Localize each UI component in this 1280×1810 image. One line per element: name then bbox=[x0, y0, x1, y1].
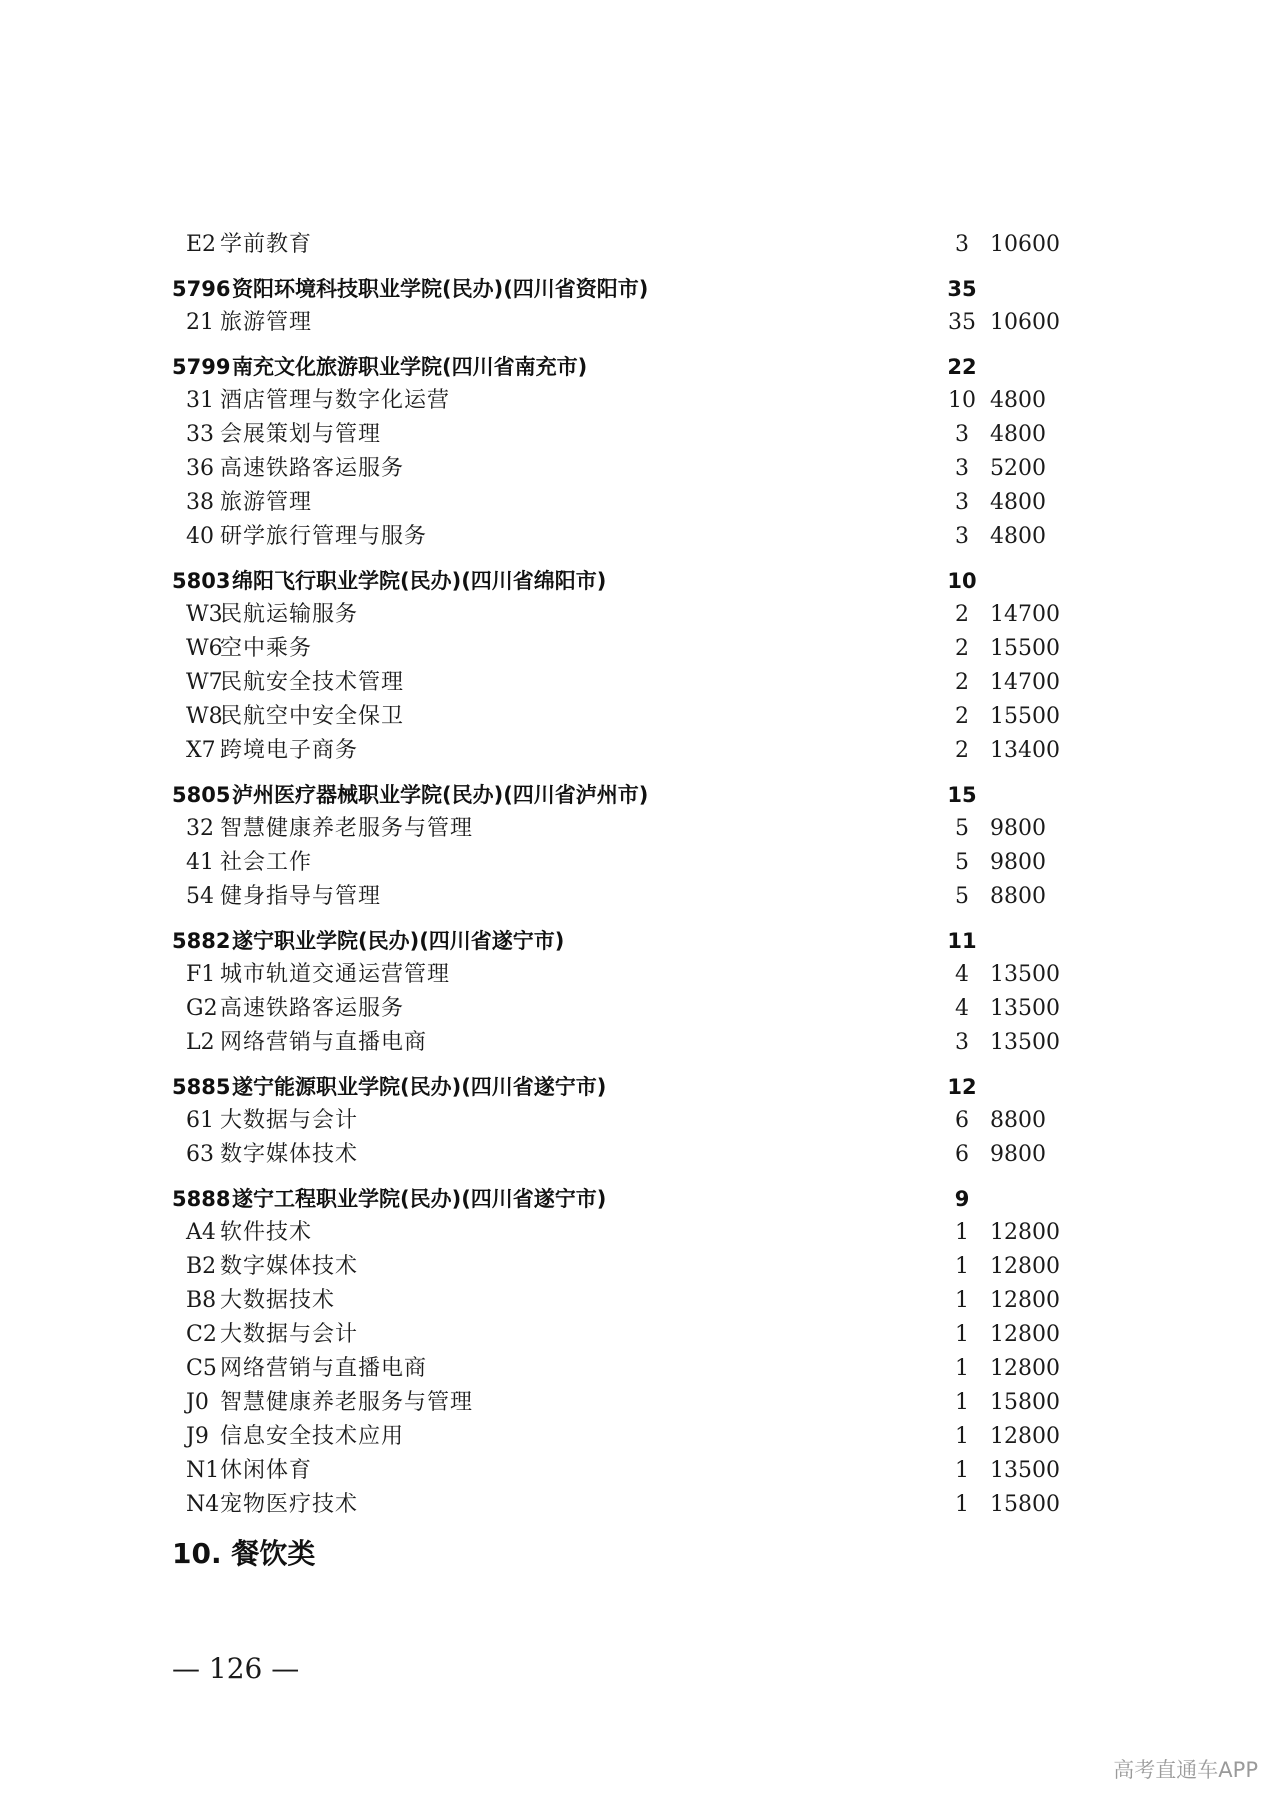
program-count: 5 bbox=[955, 850, 969, 875]
program-count: 6 bbox=[955, 1108, 969, 1133]
program-count: 1 bbox=[955, 1356, 969, 1381]
program-name: 智慧健康养老服务与管理 bbox=[220, 816, 474, 841]
program-row bbox=[172, 598, 1072, 632]
school-total: 35 bbox=[947, 277, 977, 301]
program-row bbox=[172, 734, 1072, 768]
program-count: 1 bbox=[955, 1424, 969, 1449]
program-row bbox=[172, 418, 1072, 452]
program-count: 1 bbox=[955, 1288, 969, 1313]
program-code: G2 bbox=[186, 996, 218, 1021]
school-total: 15 bbox=[947, 783, 977, 807]
program-name: 数字媒体技术 bbox=[220, 1254, 359, 1279]
school-code: 5803 bbox=[172, 569, 231, 593]
program-count: 2 bbox=[955, 636, 969, 661]
program-code: 33 bbox=[186, 422, 214, 447]
program-code: 31 bbox=[186, 388, 214, 413]
program-count: 5 bbox=[955, 816, 969, 841]
section-heading: 10. 餐饮类 bbox=[172, 1537, 316, 1570]
program-row bbox=[172, 1386, 1072, 1420]
program-code: F1 bbox=[186, 962, 216, 987]
program-code: J9 bbox=[186, 1424, 209, 1449]
program-code: 21 bbox=[186, 310, 214, 335]
school-code: 5799 bbox=[172, 355, 231, 379]
school-name: 遂宁职业学院(民办)(四川省遂宁市) bbox=[232, 929, 565, 953]
program-fee: 4800 bbox=[990, 524, 1046, 549]
program-name: 城市轨道交通运营管理 bbox=[220, 962, 451, 987]
school-total: 22 bbox=[947, 355, 977, 379]
program-name: 信息安全技术应用 bbox=[220, 1424, 405, 1449]
program-fee: 15500 bbox=[990, 636, 1060, 661]
program-count: 3 bbox=[955, 524, 969, 549]
program-fee: 9800 bbox=[990, 850, 1046, 875]
program-fee: 12800 bbox=[990, 1254, 1060, 1279]
program-row bbox=[172, 1318, 1072, 1352]
program-name: 软件技术 bbox=[220, 1220, 313, 1245]
school-total: 11 bbox=[947, 929, 977, 953]
program-code: J0 bbox=[186, 1390, 209, 1415]
school-block bbox=[172, 228, 1072, 262]
program-code: A4 bbox=[186, 1220, 216, 1245]
program-row bbox=[172, 846, 1072, 880]
program-name: 学前教育 bbox=[220, 232, 313, 257]
program-fee: 10600 bbox=[990, 310, 1060, 335]
school-header bbox=[172, 564, 1072, 598]
program-name: 高速铁路客运服务 bbox=[220, 456, 405, 481]
program-row bbox=[172, 520, 1072, 554]
program-name: 宠物医疗技术 bbox=[220, 1492, 359, 1517]
program-fee: 13400 bbox=[990, 738, 1060, 763]
program-fee: 13500 bbox=[990, 1458, 1060, 1483]
program-fee: 13500 bbox=[990, 996, 1060, 1021]
program-code: X7 bbox=[186, 738, 216, 763]
school-block bbox=[172, 272, 1072, 340]
school-code: 5888 bbox=[172, 1187, 231, 1211]
program-name: 旅游管理 bbox=[220, 490, 313, 515]
program-count: 3 bbox=[955, 1030, 969, 1055]
school-block bbox=[172, 350, 1072, 554]
school-code: 5885 bbox=[172, 1075, 231, 1099]
school-header bbox=[172, 1070, 1072, 1104]
program-name: 数字媒体技术 bbox=[220, 1142, 359, 1167]
program-name: 社会工作 bbox=[220, 850, 313, 875]
program-name: 跨境电子商务 bbox=[220, 738, 359, 763]
program-count: 2 bbox=[955, 670, 969, 695]
school-code: 5796 bbox=[172, 277, 231, 301]
school-header bbox=[172, 272, 1072, 306]
watermark: 高考直通车APP bbox=[1113, 1758, 1258, 1782]
program-fee: 4800 bbox=[990, 490, 1046, 515]
program-count: 10 bbox=[948, 388, 976, 413]
program-fee: 9800 bbox=[990, 1142, 1046, 1167]
program-row bbox=[172, 1352, 1072, 1386]
program-row bbox=[172, 1250, 1072, 1284]
enrollment-listing bbox=[172, 228, 1072, 1522]
program-row bbox=[172, 1284, 1072, 1318]
program-fee: 8800 bbox=[990, 1108, 1046, 1133]
program-count: 1 bbox=[955, 1254, 969, 1279]
program-count: 1 bbox=[955, 1322, 969, 1347]
program-count: 1 bbox=[955, 1458, 969, 1483]
program-row bbox=[172, 1454, 1072, 1488]
program-row bbox=[172, 1488, 1072, 1522]
program-name: 休闲体育 bbox=[220, 1458, 313, 1483]
school-name: 泸州医疗器械职业学院(民办)(四川省泸州市) bbox=[232, 783, 649, 807]
program-fee: 4800 bbox=[990, 388, 1046, 413]
program-fee: 12800 bbox=[990, 1220, 1060, 1245]
program-count: 35 bbox=[948, 310, 976, 335]
program-name: 旅游管理 bbox=[220, 310, 313, 335]
program-row bbox=[172, 452, 1072, 486]
program-row bbox=[172, 880, 1072, 914]
school-block bbox=[172, 1070, 1072, 1172]
program-name: 大数据与会计 bbox=[220, 1108, 359, 1133]
program-code: 63 bbox=[186, 1142, 214, 1167]
program-fee: 10600 bbox=[990, 232, 1060, 257]
program-row bbox=[172, 384, 1072, 418]
program-count: 4 bbox=[955, 996, 969, 1021]
program-fee: 15800 bbox=[990, 1390, 1060, 1415]
program-row bbox=[172, 1138, 1072, 1172]
school-total: 10 bbox=[947, 569, 977, 593]
program-count: 1 bbox=[955, 1390, 969, 1415]
program-count: 5 bbox=[955, 884, 969, 909]
program-fee: 14700 bbox=[990, 602, 1060, 627]
program-count: 3 bbox=[955, 456, 969, 481]
program-code: L2 bbox=[186, 1030, 215, 1055]
program-code: B2 bbox=[186, 1254, 217, 1279]
program-count: 3 bbox=[955, 232, 969, 257]
program-code: 32 bbox=[186, 816, 214, 841]
school-name: 资阳环境科技职业学院(民办)(四川省资阳市) bbox=[232, 277, 649, 301]
program-fee: 12800 bbox=[990, 1424, 1060, 1449]
program-code: B8 bbox=[186, 1288, 217, 1313]
program-name: 健身指导与管理 bbox=[220, 884, 382, 909]
program-row bbox=[172, 306, 1072, 340]
program-row bbox=[172, 228, 1072, 262]
program-name: 会展策划与管理 bbox=[220, 422, 382, 447]
program-name: 空中乘务 bbox=[220, 636, 313, 661]
school-total: 9 bbox=[954, 1187, 970, 1211]
program-row bbox=[172, 632, 1072, 666]
program-code: W8 bbox=[186, 704, 223, 729]
program-count: 4 bbox=[955, 962, 969, 987]
program-fee: 12800 bbox=[990, 1322, 1060, 1347]
program-fee: 15500 bbox=[990, 704, 1060, 729]
program-code: W3 bbox=[186, 602, 223, 627]
program-fee: 13500 bbox=[990, 1030, 1060, 1055]
program-row bbox=[172, 992, 1072, 1026]
program-row bbox=[172, 666, 1072, 700]
program-name: 网络营销与直播电商 bbox=[220, 1030, 428, 1055]
program-row bbox=[172, 812, 1072, 846]
program-code: C2 bbox=[186, 1322, 217, 1347]
school-name: 南充文化旅游职业学院(四川省南充市) bbox=[232, 355, 588, 379]
school-name: 遂宁能源职业学院(民办)(四川省遂宁市) bbox=[232, 1075, 607, 1099]
program-code: 54 bbox=[186, 884, 214, 909]
school-name: 绵阳飞行职业学院(民办)(四川省绵阳市) bbox=[232, 569, 607, 593]
program-code: C5 bbox=[186, 1356, 217, 1381]
school-header bbox=[172, 778, 1072, 812]
program-name: 民航运输服务 bbox=[220, 602, 359, 627]
program-fee: 13500 bbox=[990, 962, 1060, 987]
program-code: 40 bbox=[186, 524, 214, 549]
school-block bbox=[172, 564, 1072, 768]
school-name: 遂宁工程职业学院(民办)(四川省遂宁市) bbox=[232, 1187, 607, 1211]
program-row bbox=[172, 486, 1072, 520]
program-name: 民航空中安全保卫 bbox=[220, 704, 405, 729]
program-code: E2 bbox=[186, 232, 217, 257]
program-name: 高速铁路客运服务 bbox=[220, 996, 405, 1021]
program-count: 2 bbox=[955, 602, 969, 627]
program-fee: 9800 bbox=[990, 816, 1046, 841]
program-code: N4 bbox=[186, 1492, 220, 1517]
program-name: 研学旅行管理与服务 bbox=[220, 524, 428, 549]
program-code: 61 bbox=[186, 1108, 214, 1133]
program-name: 智慧健康养老服务与管理 bbox=[220, 1390, 474, 1415]
page-number: — 126 — bbox=[172, 1652, 300, 1685]
program-count: 3 bbox=[955, 490, 969, 515]
program-count: 6 bbox=[955, 1142, 969, 1167]
program-row bbox=[172, 1420, 1072, 1454]
school-total: 12 bbox=[947, 1075, 977, 1099]
program-name: 大数据与会计 bbox=[220, 1322, 359, 1347]
program-row bbox=[172, 1216, 1072, 1250]
program-fee: 8800 bbox=[990, 884, 1046, 909]
program-fee: 14700 bbox=[990, 670, 1060, 695]
program-fee: 4800 bbox=[990, 422, 1046, 447]
program-name: 民航安全技术管理 bbox=[220, 670, 405, 695]
program-fee: 15800 bbox=[990, 1492, 1060, 1517]
school-block bbox=[172, 778, 1072, 914]
school-header bbox=[172, 924, 1072, 958]
program-fee: 12800 bbox=[990, 1356, 1060, 1381]
program-code: 36 bbox=[186, 456, 214, 481]
program-count: 1 bbox=[955, 1220, 969, 1245]
program-row bbox=[172, 1026, 1072, 1060]
program-name: 酒店管理与数字化运营 bbox=[220, 388, 451, 413]
program-code: 38 bbox=[186, 490, 214, 515]
program-code: 41 bbox=[186, 850, 214, 875]
school-header bbox=[172, 1182, 1072, 1216]
school-block bbox=[172, 1182, 1072, 1522]
school-block bbox=[172, 924, 1072, 1060]
school-code: 5805 bbox=[172, 783, 231, 807]
program-count: 1 bbox=[955, 1492, 969, 1517]
school-code: 5882 bbox=[172, 929, 231, 953]
program-name: 网络营销与直播电商 bbox=[220, 1356, 428, 1381]
program-row bbox=[172, 1104, 1072, 1138]
program-name: 大数据技术 bbox=[220, 1288, 336, 1313]
program-code: W6 bbox=[186, 636, 223, 661]
program-code: W7 bbox=[186, 670, 223, 695]
program-count: 3 bbox=[955, 422, 969, 447]
program-row bbox=[172, 700, 1072, 734]
program-row bbox=[172, 958, 1072, 992]
program-fee: 12800 bbox=[990, 1288, 1060, 1313]
program-count: 2 bbox=[955, 738, 969, 763]
program-code: N1 bbox=[186, 1458, 220, 1483]
school-header bbox=[172, 350, 1072, 384]
program-fee: 5200 bbox=[990, 456, 1046, 481]
program-count: 2 bbox=[955, 704, 969, 729]
